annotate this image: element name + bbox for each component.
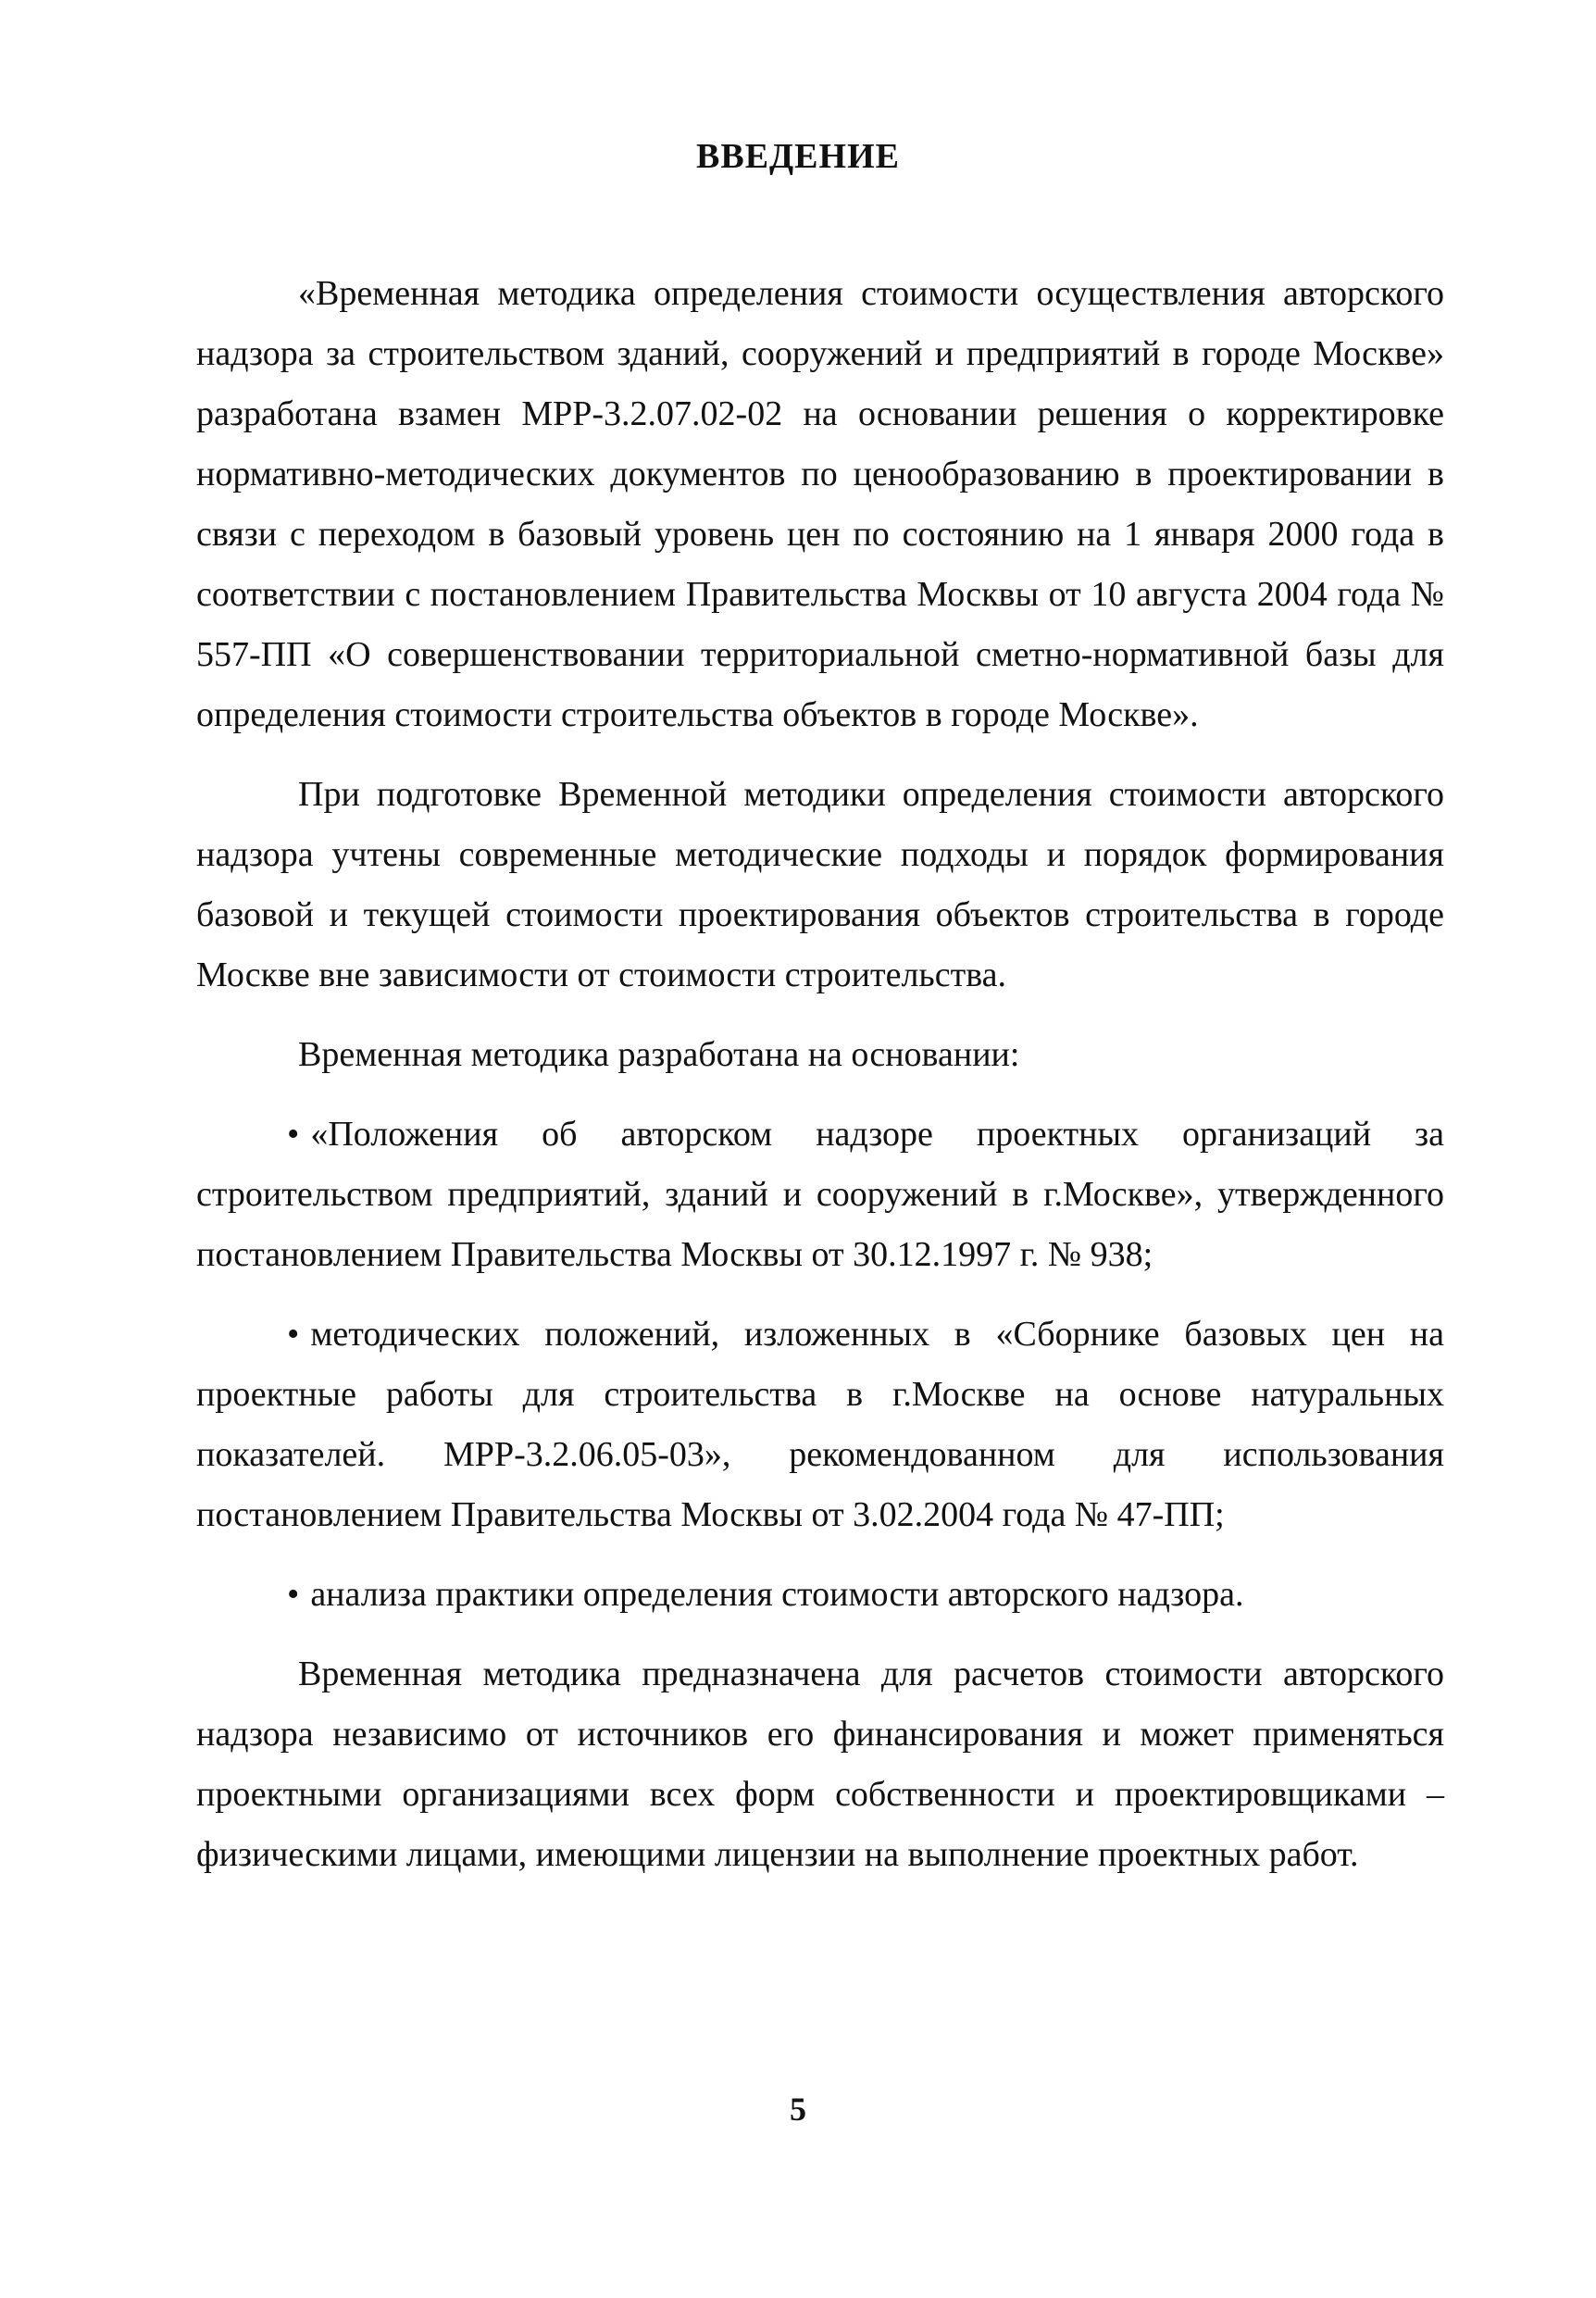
list-item [196,1105,1444,1285]
paragraph-purpose: Временная методика предназначена для расчетов стоимости авторского надзора независимо от источников его финансирования и может применяться проектными организациями всех форм собственности и проектировщиками – физическими лицами, имеющими лицензии на выполнение проектных работ. [196,1655,1444,1874]
list-item [196,1565,1444,1625]
list-item-text: «Положения об авторском надзоре проектных организаций за строительством предприятий, зданий и сооружений в г.Москве», утвержденного постановлением Правительства Москвы от 30.12.1997 г. № 938; [196,1115,1444,1274]
list-item-text: методических положений, изложенных в «Сборнике базовых цен на проектные работы для строительства в г.Москве на основе натуральных показателей. МРР-3.2.06.05-03», рекомендованном для использования постановлением Правительства Москвы от 3.02.2004 года № 47-ПП; [196,1315,1444,1534]
bullet-marker: • [287,1315,300,1354]
paragraph-preparation: При подготовке Временной методики определения стоимости авторского надзора учтены современные методические подходы и порядок формирования базовой и текущей стоимости проектирования объектов строительства в городе Москве вне зависимости от стоимости строительства. [196,775,1444,994]
list-item-text: анализа практики определения стоимости авторского надзора. [310,1575,1244,1614]
page-title: ВВЕДЕНИЕ [696,137,900,176]
bullet-marker: • [287,1575,300,1614]
bullet-marker: • [287,1115,300,1154]
list-item [196,1305,1444,1545]
body-text [196,264,1444,1905]
paragraph-intro: «Временная методика определения стоимости осуществления авторского надзора за строительством зданий, сооружений и предприятий в городе Москве» разработана взамен МРР-3.2.07.02-02 на основании решения о корректировке нормативно-методических документов по ценообразованию в проектировании в связи с переходом в базовый уровень цен по состоянию на 1 января 2000 года в соответствии с постановлением Правительства Москвы от 10 августа 2004 года № 557-ПП «О совершенствовании территориальной сметно-нормативной базы для определения стоимости строительства объектов в городе Москве». [196,274,1444,734]
paragraph-basis-lead: Временная методика разработана на основании: [298,1035,1020,1074]
page-number: 5 [790,2091,806,2128]
